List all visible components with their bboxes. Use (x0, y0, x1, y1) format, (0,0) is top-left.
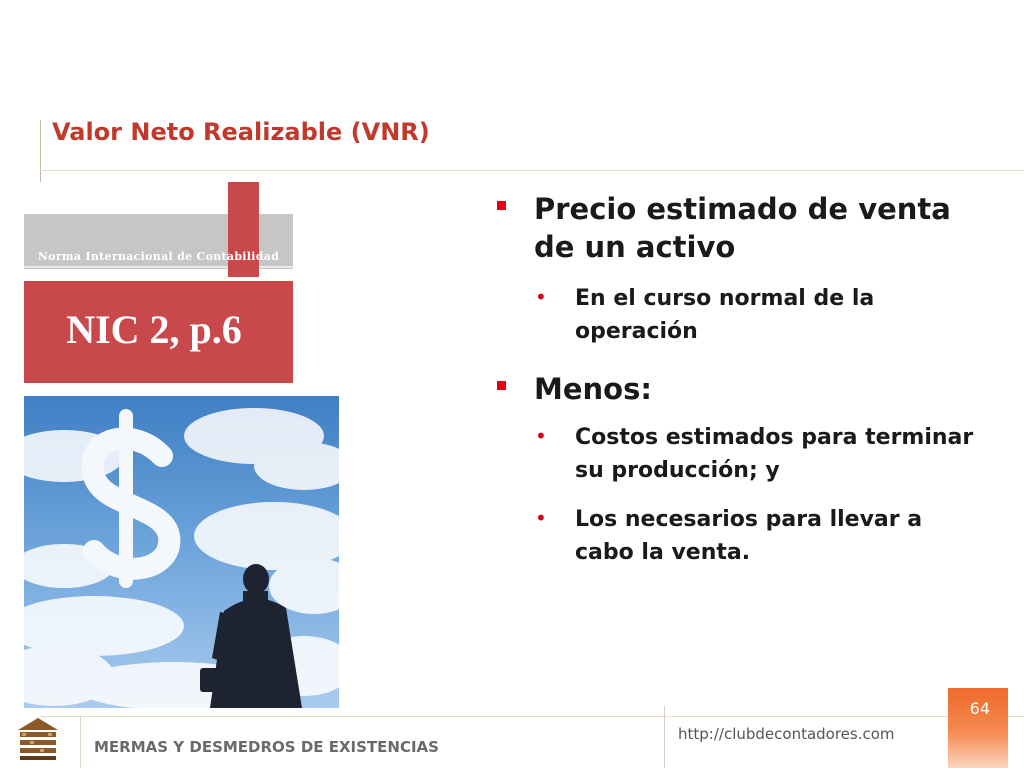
slide-title: Valor Neto Realizable (VNR) (52, 118, 430, 146)
badge-subtitle: Norma Internacional de Contabilidad (37, 250, 280, 263)
dot-bullet-icon: • (535, 285, 547, 309)
footer-divider-left (80, 716, 81, 768)
dollar-cloud-illustration (24, 396, 339, 708)
footer-divider (40, 716, 1024, 717)
square-bullet-icon (497, 381, 506, 390)
footer-divider-mid (664, 706, 665, 768)
sub-bullet-item-1-1 (535, 282, 985, 348)
sub-bullet-text: En el curso normal de la operación (575, 286, 875, 344)
title-divider-horizontal (40, 170, 1024, 171)
badge-code: NIC 2, p.6 (66, 307, 242, 352)
sub-bullet-item-2-1 (535, 421, 985, 487)
club-logo-icon (16, 716, 60, 762)
title-divider-vertical (40, 120, 41, 182)
presentation-title: MERMAS Y DESMEDROS DE EXISTENCIAS (94, 738, 439, 756)
sub-bullet-text: Costos estimados para terminar su producción; y (575, 425, 974, 483)
bullet-text: Precio estimado de venta de un activo (534, 192, 951, 264)
bullet-item-1 (497, 190, 974, 266)
dot-bullet-icon: • (535, 506, 547, 530)
square-bullet-icon (497, 201, 506, 210)
dot-bullet-icon: • (535, 424, 547, 448)
bullet-item-2 (497, 370, 974, 408)
dollar-cloud-photo (24, 396, 339, 708)
website-link[interactable]: http://clubdecontadores.com (678, 725, 895, 743)
page-number: 64 (969, 699, 990, 718)
sub-bullet-item-2-2 (535, 503, 985, 569)
sub-bullet-text: Los necesarios para llevar a cabo la venta. (575, 507, 923, 565)
bullet-text: Menos: (534, 372, 652, 406)
